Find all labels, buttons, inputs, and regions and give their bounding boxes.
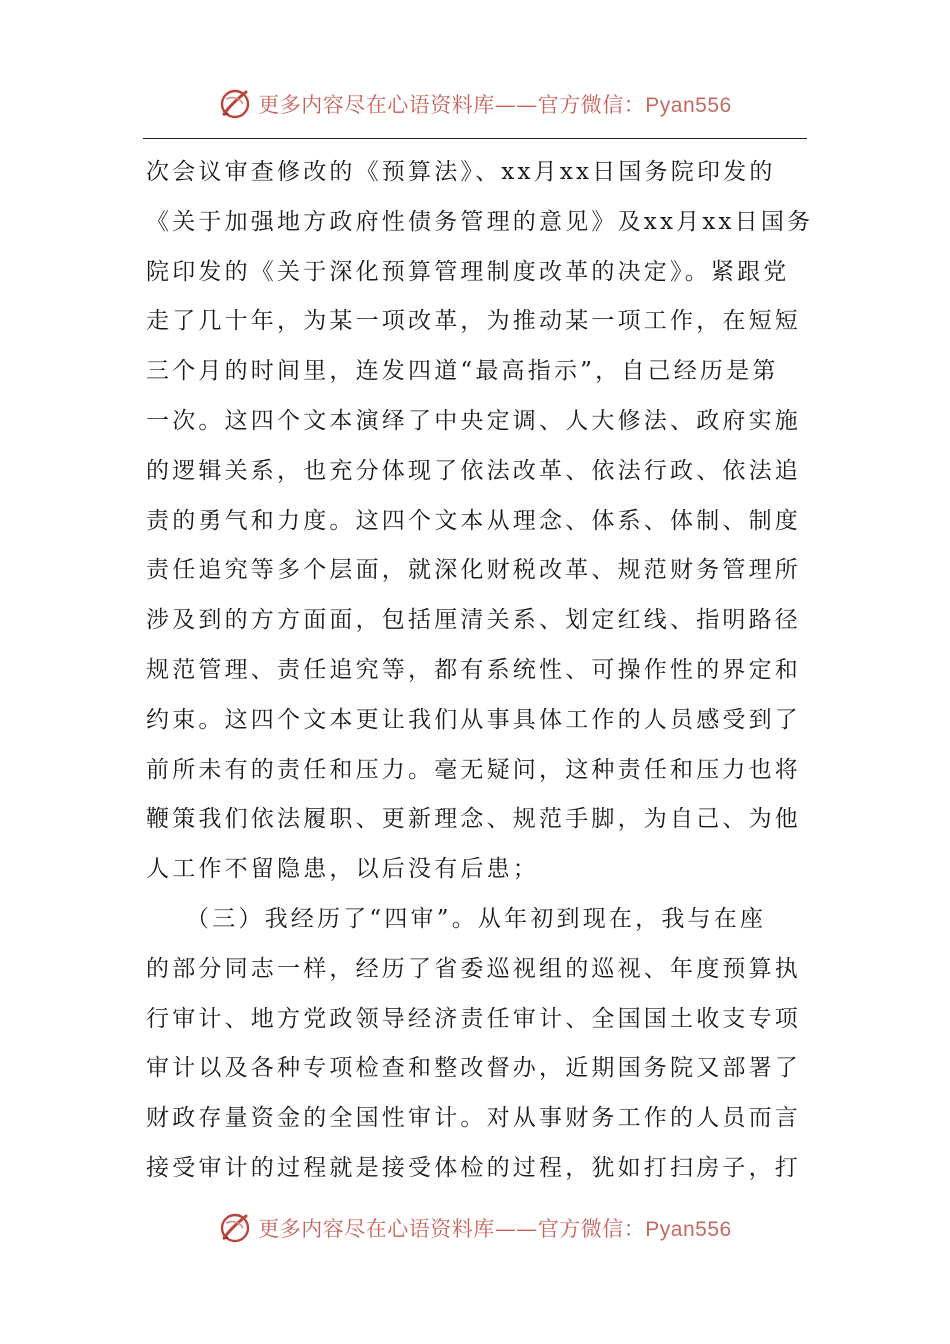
footer-banner-text: 更多内容尽在心语资料库——官方微信：Pyan556	[258, 1217, 732, 1241]
body-line: 的部分同志一样，经历了省委巡视组的巡视、年度预算执	[146, 955, 801, 982]
body-line: 行审计、地方党政领导经济责任审计、全国国土收支专项	[146, 1005, 801, 1032]
body-line: 前所未有的责任和压力。毫无疑问，这种责任和压力也将	[146, 756, 801, 783]
header-banner	[0, 84, 950, 124]
document-body	[146, 148, 814, 1194]
body-line: 次会议审查修改的《预算法》、xx月xx日国务院印发的	[146, 159, 776, 185]
body-line: 鞭策我们依法履职、更新理念、规范手脚，为自己、为他	[146, 806, 801, 833]
body-line: 走了几十年，为某一项改革，为推动某一项工作，在短短	[146, 308, 801, 335]
body-line: 接受审计的过程就是接受体检的过程，犹如打扫房子，打	[146, 1154, 801, 1181]
wechat-id: Pyan556	[645, 1218, 732, 1241]
section-heading-line: （三）我经历了“四审”。从年初到现在，我与在座	[186, 905, 767, 932]
body-line: 的逻辑关系，也充分体现了依法改革、依法行政、依法追	[146, 457, 801, 484]
body-line: 责的勇气和力度。这四个文本从理念、体系、体制、制度	[146, 507, 801, 534]
pen-swirl-logo-icon	[218, 1211, 252, 1245]
body-line: 规范管理、责任追究等，都有系统性、可操作性的界定和	[146, 656, 801, 683]
body-line: 《关于加强地方政府性债务管理的意见》及xx月xx日国务	[146, 208, 814, 235]
header-divider	[143, 138, 807, 139]
body-line: 财政存量资金的全国性审计。对从事财务工作的人员而言	[146, 1105, 801, 1132]
body-line: 三个月的时间里，连发四道“最高指示”，自己经历是第	[146, 358, 779, 385]
body-line: 人工作不留隐患，以后没有后患；	[146, 856, 539, 883]
body-line: 涉及到的方方面面，包括厘清关系、划定红线、指明路径	[146, 607, 801, 634]
body-line: 约束。这四个文本更让我们从事具体工作的人员感受到了	[146, 706, 801, 733]
header-banner-text: 更多内容尽在心语资料库——官方微信：Pyan556	[258, 93, 732, 117]
body-line: 院印发的《关于深化预算管理制度改革的决定》。紧跟党	[146, 258, 790, 285]
body-line: 审计以及各种专项检查和整改督办，近期国务院又部署了	[146, 1055, 801, 1082]
pen-swirl-logo-icon	[218, 87, 252, 121]
body-line: 一次。这四个文本演绎了中央定调、人大修法、政府实施	[146, 407, 801, 434]
body-line: 责任追究等多个层面，就深化财税改革、规范财务管理所	[146, 557, 801, 584]
wechat-id: Pyan556	[645, 94, 732, 117]
footer-banner	[0, 1208, 950, 1248]
